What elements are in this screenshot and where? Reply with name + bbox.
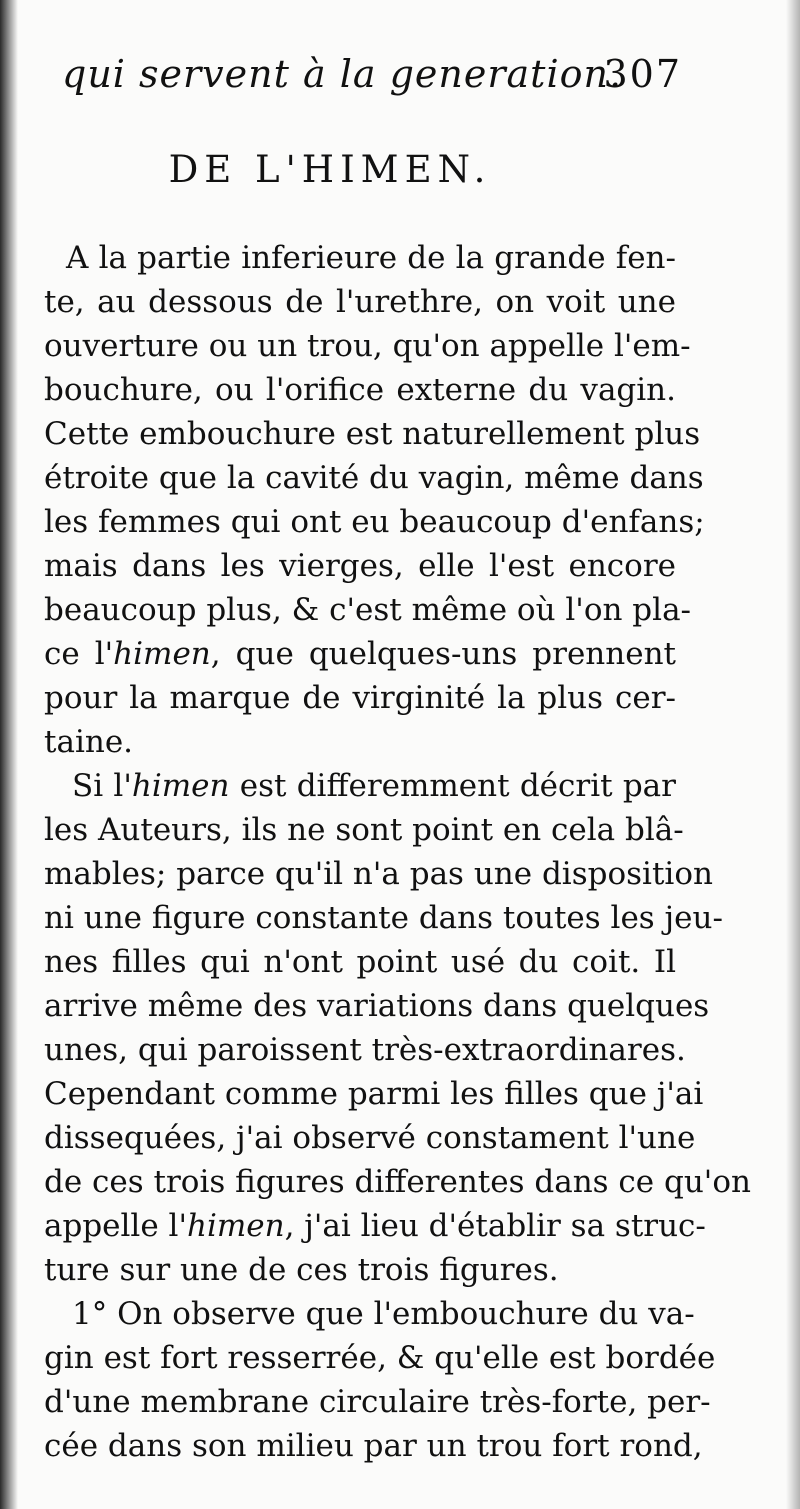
text-line: de ces trois figures differentes dans ce qu'on [44,1164,751,1200]
text-line: Cette embouchure est naturellement plus [44,416,701,452]
text-line: ce l'himen, que quelques-uns prennent [44,636,676,672]
text-line: Cependant comme parmi les filles que j'ai [44,1076,704,1112]
body-text [44,236,751,1468]
text-line: mais dans les vierges, elle l'est encore [44,548,676,584]
binding-shadow [0,0,18,1509]
text-line: 1° On observe que l'embouchure du va- [72,1296,695,1332]
text-line: cée dans son milieu par un trou fort rond, [44,1428,703,1464]
text-line: beaucoup plus, & c'est même où l'on pla- [44,592,692,628]
text-line: taine. [44,724,134,760]
paragraph [44,1292,716,1468]
text-line: ni une figure constante dans toutes les jeu- [44,900,723,936]
italic-term: himen [113,636,211,672]
page-header [62,52,682,112]
page-edge [786,0,800,1509]
text-line: nes filles qui n'ont point usé du coit. Il [44,944,676,980]
text-line: d'une membrane circulaire très-forte, per- [44,1384,711,1420]
text-line: mables; parce qu'il n'a pas une disposition [44,856,713,892]
paragraph [44,764,751,1292]
text-line: gin est fort resserrée, & qu'elle est bordée [44,1340,716,1376]
section-title: DE L'HIMEN. [168,148,492,191]
italic-term: himen [131,768,230,804]
page-number: 307 [603,52,682,96]
text-line: A la partie inferieure de la grande fen- [66,240,676,276]
text-line: unes, qui paroissent très-extraordinares. [44,1032,686,1068]
paragraph [44,236,705,764]
text-line: ture sur une de ces trois figures. [44,1252,559,1288]
text-line: arrive même des variations dans quelques [44,988,710,1024]
text-line: appelle l'himen, j'ai lieu d'établir sa struc- [44,1208,706,1244]
text-line: les femmes qui ont eu beaucoup d'enfans; [44,504,705,540]
italic-term: himen [186,1208,285,1244]
running-head: qui servent à la generation. [62,52,623,96]
text-line: pour la marque de virginité la plus cer- [44,680,676,716]
text-line: Si l'himen est differemment décrit par [72,768,676,804]
text-line: les Auteurs, ils ne sont point en cela blâ- [44,812,684,848]
text-line: ouverture ou un trou, qu'on appelle l'em- [44,328,691,364]
text-line: étroite que la cavité du vagin, même dans [44,460,704,496]
text-line: dissequées, j'ai observé constament l'une [44,1120,696,1156]
text-line: bouchure, ou l'orifice externe du vagin. [44,372,676,408]
text-line: te, au dessous de l'urethre, on voit une [44,284,676,320]
